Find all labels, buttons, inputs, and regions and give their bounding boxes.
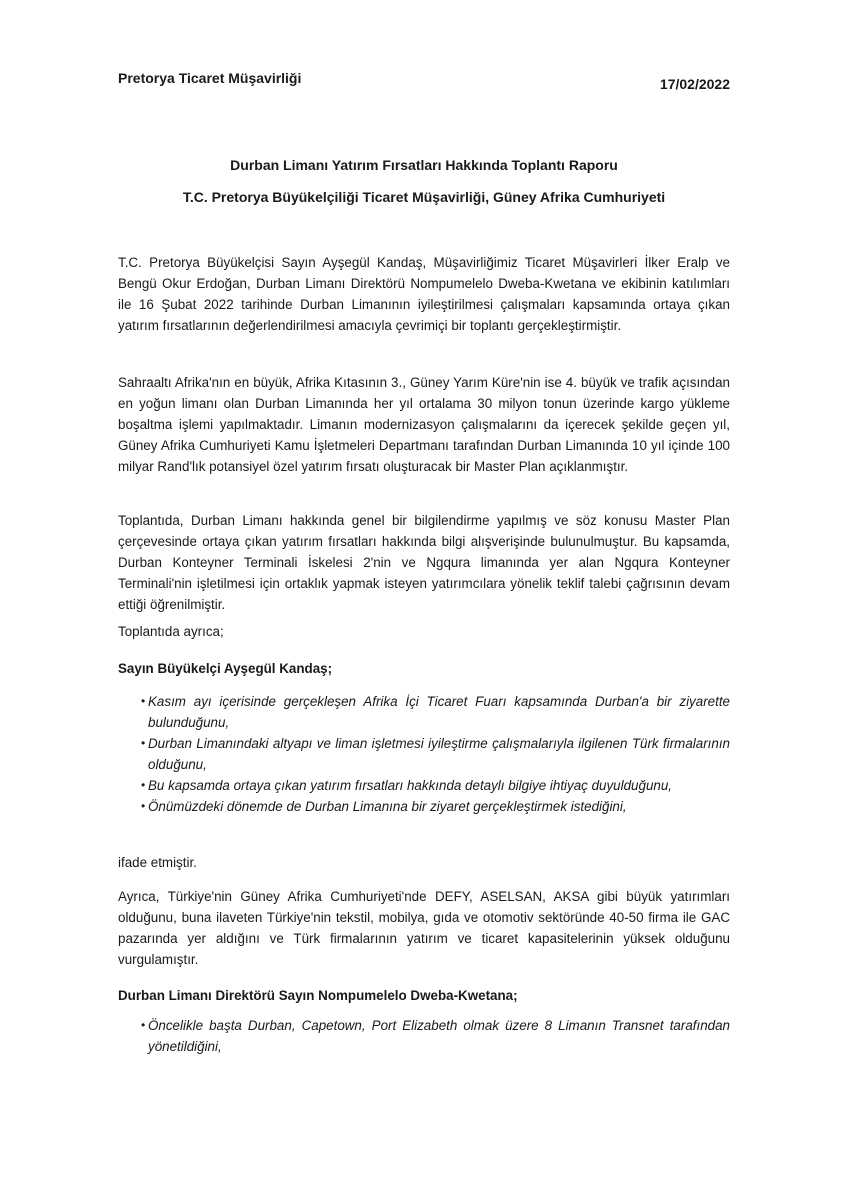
report-subtitle: T.C. Pretorya Büyükelçiliği Ticaret Müşavirliği, Güney Afrika Cumhuriyeti: [182, 189, 666, 205]
paragraph-port-info: Sahraaltı Afrika'nın en büyük, Afrika Kıtasının 3., Güney Yarım Küre'nin ise 4. büyük ve trafik açısından en yoğun limanı olan Durban Limanında her yıl ortalama 30 milyon tonun üzerinde kargo yükleme boşaltma işlemi yapılmaktadır. Limanın modernizasyon çalışmalarını da içerecek şekilde geçen yıl, Güney Afrika Cumhuriyeti Kamu İşletmeleri Departmanı tarafından Durban Limanında 10 yıl içinde 100 milyar Rand'lık potansiyel özel yatırım fırsatı oluşturacak bir Master Plan açıklanmıştır.: [118, 375, 730, 474]
list-item: [118, 691, 730, 733]
paragraph-stated: ifade etmiştir.: [118, 855, 197, 870]
bullet-icon: •: [141, 799, 146, 813]
report-date: 17/02/2022: [659, 76, 730, 92]
list-item: [118, 733, 730, 775]
list-item: [118, 1015, 730, 1057]
list-item: [118, 775, 730, 796]
ambassador-bullet-list: [118, 691, 730, 817]
list-item-text: Öncelikle başta Durban, Capetown, Port Elizabeth olmak üzere 8 Limanın Transnet tarafından yönetildiğini,: [148, 1018, 730, 1054]
section-heading-ambassador: Sayın Büyükelçi Ayşegül Kandaş;: [118, 661, 333, 676]
bullet-icon: •: [141, 736, 146, 750]
list-item-text: Bu kapsamda ortaya çıkan yatırım fırsatları hakkında detaylı bilgiye ihtiyaç duyulduğunu,: [148, 778, 673, 793]
bullet-icon: •: [141, 694, 146, 708]
list-item-text: Kasım ayı içerisinde gerçekleşen Afrika İçi Ticaret Fuarı kapsamında Durban'a bir ziyarette bulunduğunu,: [148, 694, 730, 730]
section-heading-port-director: Durban Limanı Direktörü Sayın Nompumelelo Dweba-Kwetana;: [118, 988, 518, 1003]
list-item: [118, 796, 730, 817]
paragraph-intro: T.C. Pretorya Büyükelçisi Sayın Ayşegül Kandaş, Müşavirliğimiz Ticaret Müşavirleri İlker Eralp ve Bengü Okur Erdoğan, Durban Limanı Direktörü Nompumelelo Dweba-Kwetana ve ekibinin katılımları ile 16 Şubat 2022 tarihinde Durban Limanının iyileştirilmesi çalışmaları kapsamında ortaya çıkan yatırım fırsatlarının değerlendirilmesi amacıyla çevrimiçi bir toplantı gerçekleştirmiştir.: [118, 255, 730, 333]
director-bullet-list: [118, 1015, 730, 1057]
bullet-icon: •: [141, 778, 146, 792]
list-item-text: Önümüzdeki dönemde de Durban Limanına bir ziyaret gerçekleştirmek istediğini,: [148, 799, 627, 814]
bullet-icon: •: [141, 1018, 146, 1032]
list-item-text: Durban Limanındaki altyapı ve liman işletmesi iyileştirme çalışmalarıyla ilgilenen Türk firmalarının olduğunu,: [148, 736, 730, 772]
paragraph-also: Toplantıda ayrıca;: [118, 624, 224, 639]
paragraph-meeting-summary: Toplantıda, Durban Limanı hakkında genel bir bilgilendirme yapılmış ve söz konusu Master Plan çerçevesinde ortaya çıkan yatırım fırsatları hakkında bilgi alışverişinde bulunulmuştur. Bu kapsamda, Durban Konteyner Terminali İskelesi 2'nin ve Ngqura limanında yer alan Ngqura Konteyner Terminali'nin işletilmesi için ortaklık yapmak isteyen yatırımcılara yönelik teklif talebi çağrısının devam ettiği öğrenilmiştir.: [118, 513, 730, 612]
office-name: Pretorya Ticaret Müşavirliği: [118, 70, 302, 86]
paragraph-turkish-investments: Ayrıca, Türkiye'nin Güney Afrika Cumhuriyeti'nde DEFY, ASELSAN, AKSA gibi büyük yatırımları olduğunu, buna ilaveten Türkiye'nin tekstil, mobilya, gıda ve otomotiv sektöründe 40-50 firma ile GAC pazarında yer aldığını ve Türk firmalarının yatırım ve ticaret kapasitelerinin yüksek olduğunu vurgulamıştır.: [118, 889, 730, 967]
report-title: Durban Limanı Yatırım Fırsatları Hakkında Toplantı Raporu: [230, 157, 618, 173]
